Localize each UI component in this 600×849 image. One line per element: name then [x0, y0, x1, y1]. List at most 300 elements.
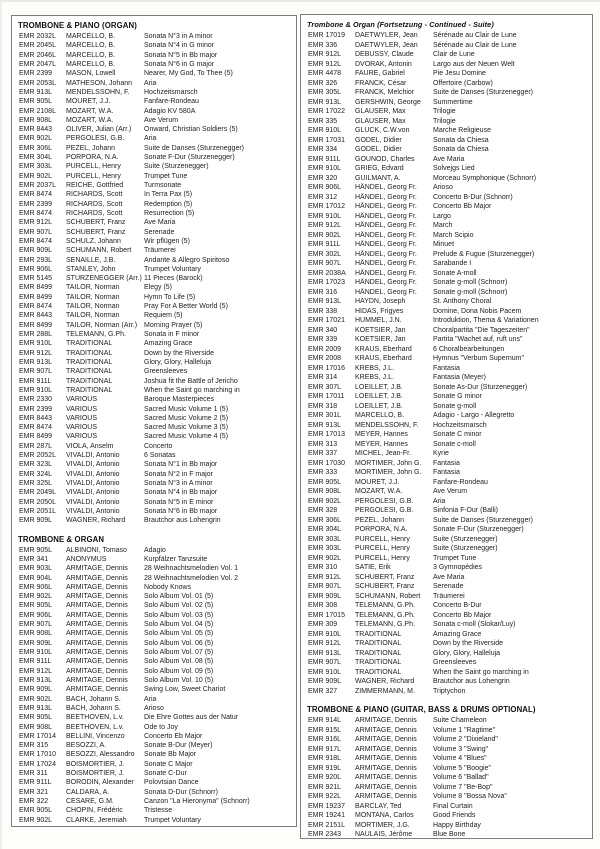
title-cell: When the Saint go marching in	[433, 668, 529, 676]
catalog-row	[306, 364, 587, 374]
composer-cell: TAILOR, Norman	[66, 293, 120, 301]
ref-cell: EMR 316	[308, 288, 338, 296]
catalog-row	[306, 649, 587, 659]
composer-cell: LOEILLET, J.B.	[355, 383, 403, 391]
catalog-row	[17, 695, 291, 704]
ref-cell: EMR 312	[308, 193, 338, 201]
catalog-row	[17, 451, 291, 460]
catalog-row	[17, 583, 291, 592]
composer-cell: ARMITAGE, Dennis	[66, 593, 128, 601]
catalog-row	[17, 667, 291, 676]
catalog-row	[306, 117, 587, 127]
composer-cell: ARMITAGE, Dennis	[66, 574, 128, 582]
catalog-row	[17, 190, 291, 199]
ref-cell: EMR 8443	[19, 126, 53, 134]
title-cell: Final Curtain	[433, 802, 473, 810]
catalog-row	[306, 735, 587, 745]
ref-cell: EMR 313	[308, 440, 338, 448]
catalog-row	[306, 107, 587, 117]
composer-cell: VIVALDI, Antonio	[66, 461, 120, 469]
composer-cell: MEYER, Hannes	[355, 440, 408, 448]
ref-cell: EMR 306L	[19, 144, 53, 152]
title-cell: Concerto Bb Major	[433, 203, 492, 210]
title-cell: Adagio	[144, 546, 166, 554]
title-cell: Arioso	[144, 704, 164, 712]
title-cell: Serenade	[144, 228, 175, 236]
ref-cell: EMR 17031	[308, 136, 345, 144]
catalog-row	[17, 228, 291, 237]
catalog-row	[17, 162, 291, 171]
title-cell: Largo	[433, 212, 451, 220]
title-cell: Volume 1 "Ragtime"	[433, 726, 496, 734]
ref-cell: EMR 5145	[19, 275, 53, 283]
ref-cell: EMR 905L	[19, 98, 53, 106]
catalog-row	[17, 769, 291, 778]
title-cell: Morning Prayer (5)	[144, 321, 203, 329]
ref-cell: EMR 8499	[19, 321, 53, 329]
title-cell: Sarabande I	[433, 260, 472, 267]
catalog-row	[306, 754, 587, 764]
title-cell: Greensleeves	[144, 368, 188, 376]
catalog-row	[306, 231, 587, 241]
catalog-row	[17, 760, 291, 769]
composer-cell: TRADITIONAL	[355, 630, 402, 638]
title-cell: Sonata D-Dur (Schnorr)	[144, 788, 218, 796]
composer-cell: PEZEL, Johann	[66, 144, 116, 152]
catalog-row	[306, 677, 587, 687]
ref-cell: EMR 2032L	[19, 33, 56, 40]
composer-cell: PURCELL, Henry	[355, 545, 410, 552]
title-cell: Elegy (5)	[144, 284, 173, 292]
catalog-row	[306, 459, 587, 469]
composer-cell: MOURET, J.J.	[355, 478, 400, 486]
catalog-section	[17, 20, 291, 526]
title-cell: Partita "Wachet auf, ruft uns"	[433, 336, 523, 343]
composer-cell: HÄNDEL, Georg Fr.	[355, 212, 417, 220]
composer-cell: SCHUMANN, Robert	[355, 592, 421, 600]
catalog-row	[306, 449, 587, 459]
ref-cell: EMR 288L	[19, 331, 53, 338]
ref-cell: EMR 907L	[308, 260, 342, 267]
ref-cell: EMR 915L	[308, 726, 342, 734]
catalog-row	[17, 246, 291, 255]
title-cell: Minuet	[433, 241, 455, 248]
composer-cell: PERGOLESI, G.B.	[66, 135, 125, 143]
ref-cell: EMR 902L	[19, 172, 53, 180]
title-cell: Sonate g-moll (Schnorr)	[433, 288, 508, 296]
composer-cell: DVORAK, Antonin	[355, 60, 412, 68]
composer-cell: ARMITAGE, Dennis	[355, 793, 417, 800]
composer-cell: PURCELL, Henry	[355, 554, 410, 562]
title-cell: Ave Verum	[433, 488, 468, 495]
catalog-row	[306, 630, 587, 640]
composer-cell: HUMMEL, J.N.	[355, 317, 402, 324]
title-cell: Offertoire (Carbow)	[433, 79, 493, 87]
catalog-row	[306, 402, 587, 412]
ref-cell: EMR 907L	[308, 583, 342, 590]
composer-cell: WAGNER, Richard	[355, 678, 415, 685]
catalog-row	[306, 687, 587, 697]
title-cell: March	[433, 222, 453, 229]
title-cell: Sacred Music Volume 2 (5)	[144, 414, 229, 422]
catalog-row	[306, 611, 587, 621]
ref-cell: EMR 310	[308, 564, 338, 571]
composer-cell: ARMITAGE, Dennis	[66, 649, 128, 656]
title-cell: Trumpet Voluntary	[144, 816, 201, 824]
catalog-row	[17, 723, 291, 732]
ref-cell: EMR 910L	[19, 386, 53, 394]
section-title: Trombone & Organ (Fortsetzung - Continued - Suite)	[307, 20, 494, 29]
ref-cell: EMR 918L	[308, 755, 342, 762]
ref-cell: EMR 303L	[19, 163, 53, 171]
catalog-row	[306, 98, 587, 108]
title-cell: March Scipio	[433, 231, 474, 239]
title-cell: Sonata N°2 in F major	[144, 470, 213, 478]
ref-cell: EMR 911L	[308, 155, 341, 163]
composer-cell: TELEMANN, G.Ph.	[355, 611, 415, 619]
catalog-row	[306, 69, 587, 79]
title-cell: Requiem (5)	[144, 312, 183, 320]
ref-cell: EMR 17014	[19, 732, 56, 740]
title-cell: Volume 3 "Swing"	[433, 745, 489, 753]
catalog-row	[17, 125, 291, 134]
composer-cell: CHOPIN, Frédéric	[66, 807, 123, 815]
catalog-row	[306, 745, 587, 755]
title-cell: Aria	[433, 497, 446, 505]
composer-cell: ARMITAGE, Dennis	[66, 611, 128, 619]
catalog-row	[306, 506, 587, 516]
title-cell: Glory, Glory, Halleluja	[144, 358, 212, 366]
title-cell: Volume 2 "Dixieland"	[433, 736, 498, 743]
catalog-row	[306, 316, 587, 326]
composer-cell: ARMITAGE, Dennis	[66, 565, 128, 573]
title-cell: Greensleeves	[433, 659, 477, 666]
catalog-row	[306, 126, 587, 136]
title-cell: Trumpet Tune	[144, 172, 188, 180]
ref-cell: EMR 907L	[19, 368, 53, 376]
title-cell: Ave Maria	[433, 155, 465, 163]
catalog-row	[306, 783, 587, 793]
catalog-row	[17, 32, 291, 41]
ref-cell: EMR 2399	[19, 405, 53, 413]
title-cell: Tristesse	[144, 807, 173, 815]
ref-cell: EMR 339	[308, 336, 338, 343]
ref-cell: EMR 905L	[19, 714, 53, 722]
catalog-row	[17, 256, 291, 265]
composer-cell: GUILMANT, A.	[355, 174, 401, 182]
title-cell: Triptychon	[433, 687, 466, 695]
ref-cell: EMR 910L	[19, 340, 53, 348]
catalog-row	[306, 440, 587, 450]
catalog-row	[306, 411, 587, 421]
title-cell: Pray For A Better World (5)	[144, 303, 228, 311]
ref-cell: EMR 902L	[308, 231, 342, 239]
title-cell: Suite (Sturzenegger)	[144, 163, 209, 171]
composer-cell: TRADITIONAL	[66, 368, 113, 376]
ref-cell: EMR 904L	[19, 574, 53, 582]
composer-cell: VARIOUS	[66, 405, 97, 413]
ref-cell: EMR 908L	[19, 723, 53, 731]
title-cell: Solo Album Vol. 04 (5)	[144, 621, 214, 629]
title-cell: Summertime	[433, 98, 473, 106]
catalog-section	[17, 534, 291, 825]
title-cell: Concerto B-Dur (Schnorr)	[433, 193, 513, 201]
catalog-row	[17, 423, 291, 432]
ref-cell: EMR 919L	[308, 764, 342, 772]
catalog-row	[306, 202, 587, 212]
title-cell: Sonata da Chiesa	[433, 146, 489, 153]
composer-cell: HÄNDEL, Georg Fr.	[355, 279, 417, 286]
composer-cell: PORPORA, N.A.	[355, 526, 408, 533]
ref-cell: EMR 912L	[308, 573, 342, 581]
ref-cell: EMR 2108L	[19, 107, 56, 115]
composer-cell: PEZEL, Johann	[355, 516, 405, 524]
ref-cell: EMR 17023	[308, 279, 345, 286]
composer-cell: VIVALDI, Antonio	[66, 507, 120, 515]
ref-cell: EMR 903L	[19, 565, 53, 573]
composer-cell: GERSHWIN, George	[355, 98, 421, 106]
catalog-row	[17, 153, 291, 162]
title-cell: Sonata c-moll (Slokar/Luy)	[433, 621, 516, 628]
ref-cell: EMR 8474	[19, 303, 53, 311]
title-cell: Suite de Danses (Sturzenegger)	[433, 516, 533, 524]
ref-cell: EMR 2045L	[19, 42, 56, 50]
catalog-row	[17, 405, 291, 414]
title-cell: Glory, Glory, Halleluja	[433, 649, 501, 657]
catalog-row	[306, 278, 587, 288]
ref-cell: EMR 2399	[19, 70, 53, 78]
catalog-row	[306, 155, 587, 165]
title-cell: Träumerei	[144, 247, 176, 255]
catalog-row	[306, 164, 587, 174]
title-cell: Amazing Grace	[144, 340, 193, 348]
composer-cell: WAGNER, Richard	[66, 517, 126, 525]
catalog-row	[306, 373, 587, 383]
ref-cell: EMR 906L	[308, 184, 342, 191]
composer-cell: NAULAIS, Jérôme	[355, 831, 413, 838]
ref-cell: EMR 902L	[19, 135, 53, 143]
composer-cell: VARIOUS	[66, 424, 97, 432]
title-cell: 28 Weihnachtsmelodien Vol. 2	[144, 574, 239, 582]
title-cell: Good Friends	[433, 812, 476, 819]
catalog-row	[17, 546, 291, 555]
catalog-row	[306, 573, 587, 583]
ref-cell: EMR 905L	[19, 546, 53, 554]
title-cell: Serenade	[433, 583, 464, 590]
composer-cell: SCHULZ, Johann	[66, 237, 121, 245]
ref-cell: EMR 17022	[308, 108, 345, 115]
title-cell: Happy Birthday	[433, 821, 481, 829]
title-cell: Suite Chameleon	[433, 717, 487, 724]
catalog-row	[17, 816, 291, 825]
ref-cell: EMR 908L	[19, 116, 53, 124]
catalog-row	[306, 136, 587, 146]
composer-cell: LOEILLET, J.B.	[355, 393, 403, 400]
ref-cell: EMR 304L	[308, 526, 342, 533]
composer-cell: KREBS, J.L.	[355, 374, 394, 381]
catalog-column-right	[300, 14, 593, 839]
ref-cell: EMR 913L	[308, 421, 342, 429]
catalog-row	[17, 97, 291, 106]
composer-cell: STURZENEGGER (Arr.)	[66, 275, 142, 283]
catalog-row	[306, 802, 587, 812]
catalog-row	[306, 345, 587, 355]
ref-cell: EMR 909L	[19, 639, 53, 647]
ref-cell: EMR 318	[308, 402, 338, 410]
composer-cell: MOZART, W.A.	[66, 116, 114, 124]
composer-cell: ARMITAGE, Dennis	[66, 583, 128, 591]
title-cell: Solvejgs Lied	[433, 165, 475, 172]
catalog-row	[17, 237, 291, 246]
ref-cell: EMR 907L	[19, 228, 53, 236]
catalog-row	[17, 377, 291, 386]
title-cell: Kyrie	[433, 450, 449, 457]
ref-cell: EMR 912L	[308, 51, 342, 58]
catalog-row	[17, 639, 291, 648]
title-cell: Sonate g-moll	[433, 402, 477, 410]
catalog-row	[306, 668, 587, 678]
ref-cell: EMR 323L	[19, 461, 53, 469]
title-cell: Aria	[144, 79, 157, 87]
title-cell: Hymnus "Verbum Supernum"	[433, 355, 524, 362]
title-cell: Sonate C Major	[144, 760, 193, 768]
composer-cell: SCHUBERT, Franz	[355, 583, 415, 590]
catalog-row	[17, 460, 291, 469]
catalog-row	[306, 335, 587, 345]
title-cell: Brautchor aus Lohengrin	[433, 678, 510, 685]
catalog-section	[306, 19, 587, 696]
catalog-row	[17, 107, 291, 116]
ref-cell: EMR 8499	[19, 433, 53, 441]
ref-cell: EMR 2052L	[19, 452, 56, 460]
composer-cell: ZIMMERMANN, M.	[355, 687, 415, 695]
catalog-row	[17, 181, 291, 190]
ref-cell: EMR 17013	[308, 431, 345, 438]
catalog-row	[306, 145, 587, 155]
ref-cell: EMR 2399	[19, 200, 53, 208]
ref-cell: EMR 909L	[19, 247, 53, 255]
composer-cell: HÄNDEL, Georg Fr.	[355, 222, 417, 229]
composer-cell: ARMITAGE, Dennis	[66, 686, 128, 694]
catalog-row	[17, 778, 291, 787]
composer-cell: BORODIN, Alexander	[66, 779, 134, 787]
composer-cell: HÄNDEL, Georg Fr.	[355, 193, 417, 201]
composer-cell: BOISMORTIER, J.	[66, 760, 125, 768]
title-cell: Domine, Dona Nobis Pacem	[433, 307, 522, 315]
composer-cell: MASON, Lowell	[66, 70, 116, 78]
title-cell: Arioso	[433, 184, 453, 191]
composer-cell: RICHARDS, Scott	[66, 191, 123, 199]
ref-cell: EMR 341	[19, 555, 49, 563]
catalog-row	[17, 386, 291, 395]
composer-cell: MARCELLO, B.	[66, 42, 116, 50]
ref-cell: EMR 2038A	[308, 269, 346, 277]
composer-cell: TRADITIONAL	[355, 640, 402, 647]
ref-cell: EMR 8443	[19, 312, 53, 320]
ref-cell: EMR 913L	[308, 98, 342, 106]
catalog-row	[306, 88, 587, 98]
title-cell: Ave Maria	[433, 573, 465, 581]
title-cell: Baroque Masterpieces	[144, 396, 215, 404]
catalog-row	[17, 741, 291, 750]
title-cell: Sonate As-Dur (Sturzenegger)	[433, 383, 528, 391]
catalog-row	[17, 116, 291, 125]
composer-cell: BACH, Johann S.	[66, 695, 121, 703]
composer-cell: TRADITIONAL	[66, 377, 113, 385]
title-cell: Kurpfälzer Tanzsuite	[144, 555, 208, 563]
composer-cell: PURCELL, Henry	[66, 163, 121, 171]
ref-cell: EMR 308	[308, 602, 338, 609]
composer-cell: TELEMANN, G.Ph.	[355, 621, 415, 628]
composer-cell: MEYER, Hannes	[355, 431, 408, 438]
composer-cell: HÄNDEL, Georg Fr.	[355, 184, 417, 191]
catalog-row	[17, 788, 291, 797]
ref-cell: EMR 905L	[308, 478, 342, 486]
title-cell: Nobody Knows	[144, 583, 192, 591]
title-cell: Sonata N°6 in G major	[144, 60, 215, 68]
title-cell: Concerto Eb Major	[144, 732, 203, 740]
composer-cell: TRADITIONAL	[355, 649, 402, 657]
ref-cell: EMR 916L	[308, 736, 342, 743]
title-cell: Turmsonate	[144, 182, 182, 189]
ref-cell: EMR 17021	[308, 317, 345, 324]
title-cell: Fantasia	[433, 459, 460, 467]
catalog-row	[306, 658, 587, 668]
ref-cell: EMR 2046L	[19, 51, 56, 59]
ref-cell: EMR 2053L	[19, 79, 56, 87]
catalog-row	[17, 311, 291, 320]
composer-cell: MICHEL, Jean-Fr.	[355, 450, 412, 457]
catalog-row	[17, 330, 291, 339]
catalog-row	[306, 487, 587, 497]
title-cell: Largo aus der Neuen Welt	[433, 60, 515, 68]
ref-cell: EMR 913L	[308, 298, 342, 305]
ref-cell: EMR 922L	[308, 793, 342, 800]
ref-cell: EMR 4478	[308, 70, 342, 77]
title-cell: Introduktion, Thema & Variationen	[433, 317, 539, 324]
title-cell: Sonata in F minor	[144, 331, 200, 338]
title-cell: Fanfare-Rondeau	[433, 478, 488, 486]
title-cell: Suite de Danses (Sturzenegger)	[144, 144, 244, 152]
title-cell: Trumpet Voluntary	[144, 265, 201, 273]
catalog-row	[17, 134, 291, 143]
catalog-row	[17, 564, 291, 573]
title-cell: Wir pflügen (5)	[144, 237, 190, 245]
ref-cell: EMR 911L	[19, 377, 52, 385]
catalog-row	[17, 592, 291, 601]
composer-cell: MORTIMER, J.G.	[355, 821, 410, 829]
section-title: TROMBONE & PIANO (GUITAR, BASS & DRUMS OPTIONAL)	[307, 705, 536, 714]
title-cell: Sonate F-Dur (Sturzenegger)	[433, 526, 524, 533]
composer-cell: GLAUSER, Max	[355, 117, 406, 125]
catalog-row	[17, 51, 291, 60]
ref-cell: EMR 907L	[308, 659, 342, 666]
composer-cell: MENDELSSOHN, F.	[66, 88, 130, 96]
title-cell: Sonate B-Dur (Meyer)	[144, 742, 213, 750]
title-cell: Choralpartita "Die Tageszeiten"	[433, 326, 530, 334]
catalog-row	[306, 50, 587, 60]
composer-cell: MOZART, W.A.	[66, 107, 114, 115]
composer-cell: MATHESON, Johann	[66, 79, 133, 87]
catalog-row	[306, 183, 587, 193]
composer-cell: DAETWYLER, Jean	[355, 32, 418, 39]
title-cell: Sonate A-moll	[433, 269, 477, 277]
title-cell: Sonate C minor	[433, 431, 482, 438]
catalog-row	[17, 265, 291, 274]
section-title: TROMBONE & PIANO (ORGAN)	[18, 21, 137, 30]
title-cell: Hymn To Life (5)	[144, 293, 196, 301]
composer-cell: ARMITAGE, Dennis	[355, 717, 417, 724]
